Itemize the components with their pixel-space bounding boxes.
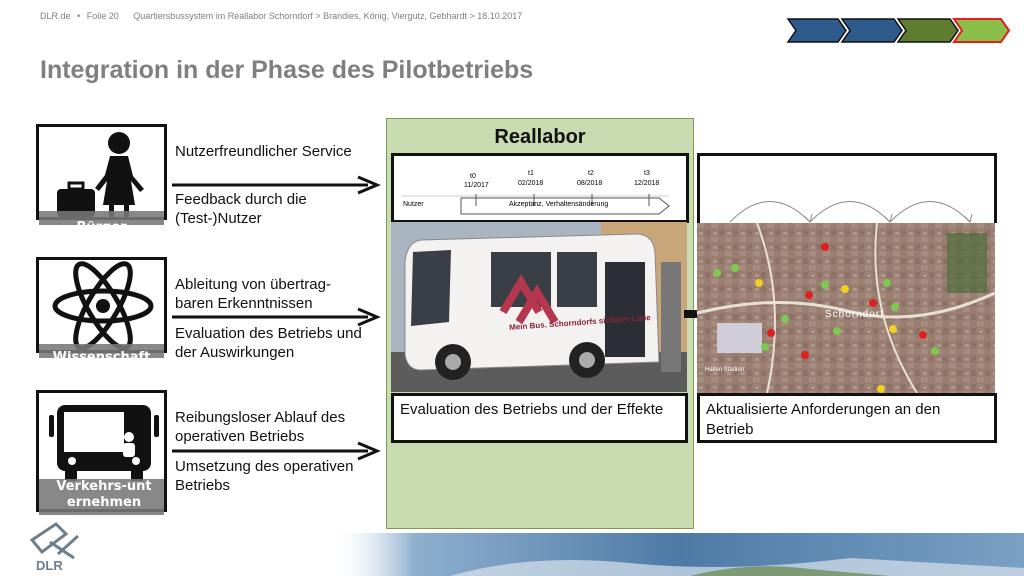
requirements-cycle-box (697, 153, 997, 223)
atom-icon (51, 264, 155, 348)
timeline-t3: t3 (644, 170, 650, 177)
phase-chevron-3 (898, 19, 958, 42)
point-buerger-1: Nutzerfreundlicher Service (175, 143, 352, 160)
schorndorf-map (697, 223, 995, 393)
phase-chevron-2 (842, 19, 902, 42)
requirements-caption: Aktualisierte Anforderungen an den Betrieb (697, 393, 997, 443)
arrow-verkehr-to-reallabor (172, 441, 384, 461)
dlr-logo-text: DLR (36, 558, 63, 573)
header-slide-number: Folie 20 (86, 11, 119, 21)
actor-label-verkehrsunternehmen: Verkehrs-unternehmen (56, 479, 152, 510)
actor-label-buerger: Bürger (76, 220, 127, 235)
timeline-panel (391, 153, 689, 223)
bus-icon (47, 403, 161, 483)
header-subject: Quartiersbussystem im Reallabor Schorndorf > Brandies, König, Viergutz, Gebhardt > 18.10.2017 (133, 11, 523, 21)
actor-buerger (36, 124, 167, 235)
timeline-d1: 02/2018 (518, 180, 544, 187)
minibus-photo (391, 222, 687, 392)
timeline-t1: t1 (528, 170, 534, 177)
phase-chevron-1 (788, 19, 846, 42)
dlr-logo[interactable] (26, 520, 86, 572)
timeline-t0: t0 (470, 173, 476, 180)
timeline-t2: t2 (588, 170, 594, 177)
point-wissenschaft-1: Ableitung von übertrag-baren Erkenntnissen (175, 276, 331, 312)
evaluation-caption: Evaluation des Betriebs und der Effekte (391, 393, 688, 443)
header-site[interactable]: DLR.de (40, 11, 71, 21)
arrow-buerger-to-reallabor (172, 175, 384, 195)
iteration-cycle-arrows (700, 156, 994, 223)
arrow-wissenschaft-to-reallabor (172, 307, 384, 327)
map-small-label: Hallen Stadion (705, 367, 745, 373)
phase-chevron-4-active (954, 19, 1009, 42)
slide-title: Integration in der Phase des Pilotbetriebs (40, 56, 534, 84)
timeline-d2: 08/2018 (577, 180, 603, 187)
earth-band-image (330, 533, 1024, 576)
point-verkehr-2: Umsetzung des operativen Betriebs (175, 458, 354, 494)
point-verkehr-1: Reibungsloser Ablauf des operativen Betriebs (175, 409, 346, 445)
actor-wissenschaft (36, 257, 167, 365)
header-bullet: • (77, 11, 81, 21)
point-wissenschaft-2: Evaluation des Betriebs und der Auswirkungen (175, 325, 362, 361)
timeline-row-label: Nutzer (403, 201, 424, 208)
point-buerger-2: Feedback durch die (Test-)Nutzer (175, 191, 307, 227)
timeline-d3: 12/2018 (634, 180, 660, 187)
actor-label-wissenschaft: Wissenschaft (52, 350, 151, 365)
slide-header (40, 11, 526, 21)
timeline-d0: 11/2017 (464, 182, 489, 189)
reallabor-title: Reallabor (494, 126, 586, 148)
timeline-graphic (394, 156, 686, 220)
bus-side-text: Mein Bus. Schorndorfs sicherer Linie (508, 313, 651, 332)
timeline-bar-label: Akzeptanz, Verhaltensänderung (509, 201, 609, 208)
map-city-label: Schorndorf (825, 309, 884, 320)
phase-progress-chevrons (786, 17, 1012, 44)
actor-verkehrsunternehmen (36, 390, 167, 512)
person-with-luggage-icon (49, 131, 159, 219)
